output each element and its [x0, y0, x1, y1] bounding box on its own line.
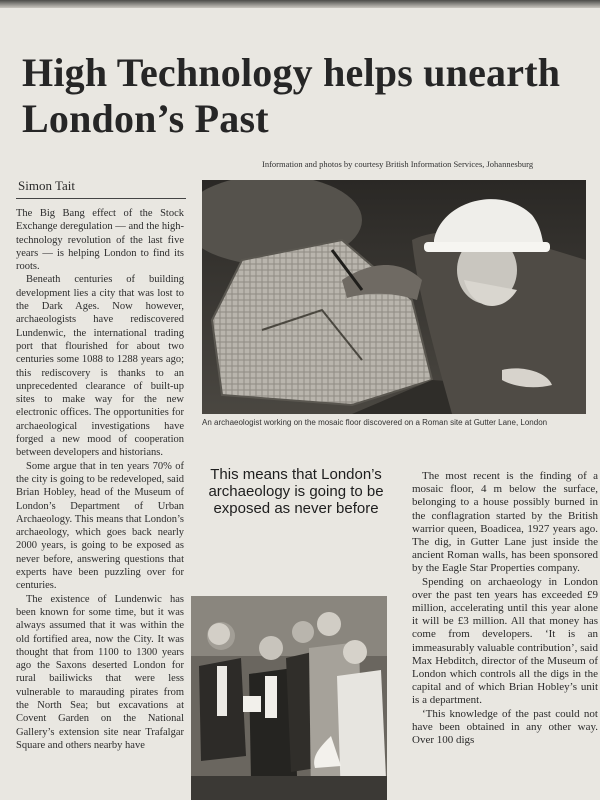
paragraph: The most recent is the finding of a mosaic floor, 4 m below the surface, belonging to a house possibly burned in the conflagration started by the British warrior queen, Boadicea, 1927 years ago. The dig, in Gutter Lane just inside the ancient Roman walls, has been sponsored by the Eagle Star Properties company.: [412, 470, 598, 575]
paragraph: The Big Bang effect of the Stock Exchange deregulation — and the high-technology revolution of the last five years — is helping London to find its roots.: [16, 208, 184, 273]
pull-quote: This means that London’s archaeology is going to be exposed as never before: [208, 466, 384, 517]
paragraph: Spending on archaeology in London over the past ten years has exceeded £9 million, accelerating until this year alone it will be £3 million. All that money has come from developers. ‘It is an immeasurably valuable contribution’, said Max Hebditch, director of the Museum of London which controls all the digs in the capital and of which Brian Hobley’s unit is a department.: [412, 575, 598, 707]
article-column-3: [412, 470, 598, 800]
paragraph: The existence of Lundenwic has been known for some time, but it was always assumed that it was within the old fortified area, now the City. It was thought that from 1100 to 1300 years ago the Saxons deserted London for rural bailiwicks that were less vulnerable to marauding pirates from the North Sea; but excavations at Covent Garden on the National Gallery’s extension site near Trafalgar Square and others nearby have: [16, 593, 184, 751]
paragraph: ‘This knowledge of the past could not have been obtained in any other way. Over 100 digs: [412, 707, 598, 747]
headline: High Technology helps unearth London’s Past: [22, 50, 561, 141]
photo-caption: An archaeologist working on the mosaic floor discovered on a Roman site at Gutter Lane, London: [202, 418, 548, 427]
visitors-at-dig-image: [191, 596, 387, 800]
mosaic-photo: [202, 180, 586, 414]
photo-credit: Information and photos by courtesy British Information Services, Johannesburg: [262, 159, 534, 169]
paragraph: Some argue that in ten years 70% of the city is going to be redeveloped, said Brian Hobley, head of the Museum of London’s Department of Urban Archaeology. This means that London’s archaeology, which goes back nearly 2000 years, is going to be exposed as never before, answering questions that experts have been puzzling over for centuries.: [16, 460, 184, 592]
paragraph: Beneath centuries of building development lies a city that was lost to the Dark Ages. Now however, archaeologists have rediscovered Lundenwic, the international trading port that flourished for about two centuries some 1088 to 1288 years ago; this rediscovery is thanks to an unprecedented clearance of built-up sites to make way for the new electronic offices. The opportunities for archaeological investigations have forged a new mood of cooperation between developers and historians.: [16, 274, 184, 459]
byline-rule: [16, 198, 186, 199]
byline: Simon Tait: [18, 178, 75, 193]
group-photo: [191, 596, 387, 800]
page-top-edge: [0, 0, 600, 8]
article-column-1: [16, 207, 184, 800]
archaeologist-mosaic-image: [202, 180, 586, 414]
